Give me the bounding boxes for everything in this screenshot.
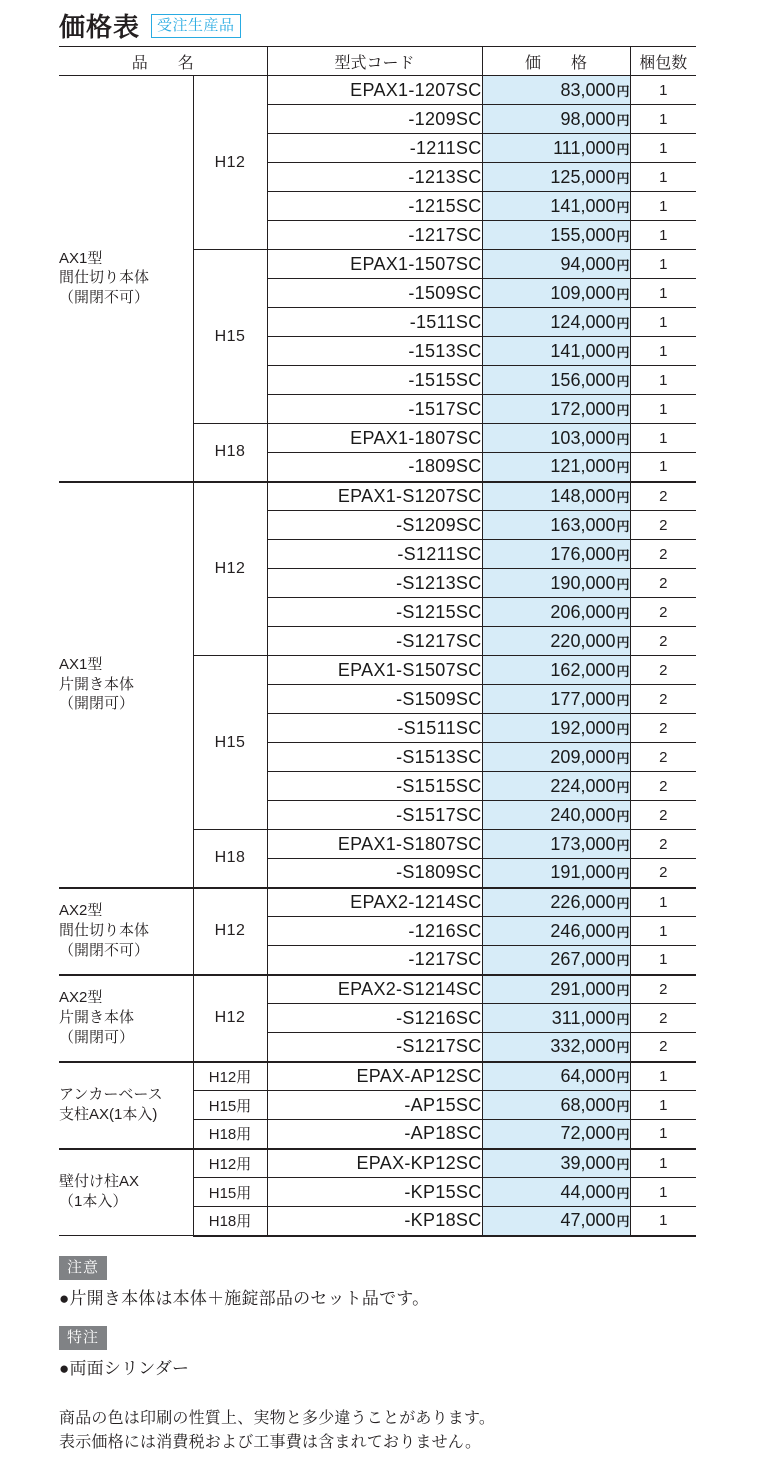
pack-qty-cell: 1: [630, 308, 696, 337]
price-cell: 246,000円: [482, 917, 630, 946]
pack-qty-cell: 1: [630, 395, 696, 424]
yen-symbol: 円: [616, 837, 630, 853]
yen-symbol: 円: [616, 1069, 630, 1085]
yen-symbol: 円: [616, 83, 630, 99]
yen-symbol: 円: [616, 228, 630, 244]
price-cell: 155,000円: [482, 221, 630, 250]
price-cell: 44,000円: [482, 1178, 630, 1207]
price-cell: 83,000円: [482, 76, 630, 105]
yen-symbol: 円: [616, 402, 630, 418]
pack-qty-cell: 1: [630, 453, 696, 482]
yen-symbol: 円: [616, 199, 630, 215]
height-cell: H12: [193, 482, 267, 656]
yen-symbol: 円: [616, 1214, 630, 1230]
product-name-line: 間仕切り本体: [59, 269, 150, 287]
yen-symbol: 円: [616, 1098, 630, 1114]
model-code-cell: -1217SC: [267, 946, 482, 975]
model-code-cell: -S1517SC: [267, 801, 482, 830]
price-cell: 176,000円: [482, 540, 630, 569]
yen-symbol: 円: [616, 982, 630, 998]
pack-qty-cell: 1: [630, 1062, 696, 1091]
yen-symbol: 円: [616, 286, 630, 302]
column-header-pack: 梱包数: [630, 47, 696, 76]
pack-qty-cell: 1: [630, 76, 696, 105]
price-cell: 103,000円: [482, 424, 630, 453]
model-code-cell: -S1209SC: [267, 511, 482, 540]
price-cell: 124,000円: [482, 308, 630, 337]
model-code-cell: -1213SC: [267, 163, 482, 192]
model-code-cell: -1216SC: [267, 917, 482, 946]
pack-qty-cell: 1: [630, 1120, 696, 1149]
price-cell: 111,000円: [482, 134, 630, 163]
price-cell: 141,000円: [482, 337, 630, 366]
model-code-cell: -S1217SC: [267, 627, 482, 656]
height-cell: H12用: [193, 1062, 267, 1091]
model-code-cell: -1209SC: [267, 105, 482, 134]
fine-print-line-1: 商品の色は印刷の性質上、実物と多少違うことがあります。: [59, 1410, 496, 1428]
price-cell: 109,000円: [482, 279, 630, 308]
pack-qty-cell: 2: [630, 1004, 696, 1033]
table-row: [59, 76, 696, 105]
model-code-cell: -1217SC: [267, 221, 482, 250]
yen-symbol: 円: [616, 489, 630, 505]
yen-symbol: 円: [616, 518, 630, 534]
product-name-line: アンカーベース: [59, 1086, 163, 1104]
pack-qty-cell: 1: [630, 250, 696, 279]
yen-symbol: 円: [616, 431, 630, 447]
height-cell: H18: [193, 830, 267, 888]
model-code-cell: -S1217SC: [267, 1033, 482, 1062]
price-cell: 64,000円: [482, 1062, 630, 1091]
price-cell: 125,000円: [482, 163, 630, 192]
pack-qty-cell: 1: [630, 279, 696, 308]
model-code-cell: -AP18SC: [267, 1120, 482, 1149]
pack-qty-cell: 1: [630, 424, 696, 453]
yen-symbol: 円: [616, 315, 630, 331]
price-cell: 47,000円: [482, 1207, 630, 1236]
yen-symbol: 円: [616, 344, 630, 360]
pack-qty-cell: 2: [630, 569, 696, 598]
product-name-line: （1本入）: [59, 1193, 128, 1211]
model-code-cell: -S1509SC: [267, 685, 482, 714]
price-cell: 224,000円: [482, 772, 630, 801]
price-cell: 148,000円: [482, 482, 630, 511]
page-title: 価格表: [59, 12, 141, 42]
model-code-cell: EPAX2-1214SC: [267, 888, 482, 917]
price-cell: 220,000円: [482, 627, 630, 656]
page-header: [0, 0, 758, 46]
model-code-cell: EPAX1-1507SC: [267, 250, 482, 279]
price-cell: 94,000円: [482, 250, 630, 279]
price-cell: 190,000円: [482, 569, 630, 598]
model-code-cell: -S1515SC: [267, 772, 482, 801]
pack-qty-cell: 2: [630, 511, 696, 540]
yen-symbol: 円: [616, 576, 630, 592]
table-header-row: [59, 47, 696, 76]
model-code-cell: -S1511SC: [267, 714, 482, 743]
height-cell: H15用: [193, 1178, 267, 1207]
yen-symbol: 円: [616, 721, 630, 737]
pack-qty-cell: 2: [630, 598, 696, 627]
model-code-cell: EPAX1-1207SC: [267, 76, 482, 105]
pack-qty-cell: 1: [630, 105, 696, 134]
pack-qty-cell: 2: [630, 975, 696, 1004]
height-cell: H15用: [193, 1091, 267, 1120]
price-cell: 332,000円: [482, 1033, 630, 1062]
product-name-cell: [59, 76, 193, 482]
price-cell: 267,000円: [482, 946, 630, 975]
pack-qty-cell: 2: [630, 540, 696, 569]
model-code-cell: EPAX1-S1507SC: [267, 656, 482, 685]
product-name-line: （開閉可）: [59, 695, 135, 713]
price-cell: 68,000円: [482, 1091, 630, 1120]
column-header-name: 品 名: [59, 47, 267, 76]
model-code-cell: EPAX1-1807SC: [267, 424, 482, 453]
price-cell: 173,000円: [482, 830, 630, 859]
height-cell: H18: [193, 424, 267, 482]
model-code-cell: -1509SC: [267, 279, 482, 308]
model-code-cell: -1809SC: [267, 453, 482, 482]
model-code-cell: -1511SC: [267, 308, 482, 337]
yen-symbol: 円: [616, 460, 630, 476]
pack-qty-cell: 2: [630, 685, 696, 714]
pack-qty-cell: 1: [630, 337, 696, 366]
yen-symbol: 円: [616, 663, 630, 679]
model-code-cell: -S1809SC: [267, 859, 482, 888]
price-cell: 191,000円: [482, 859, 630, 888]
pack-qty-cell: 2: [630, 656, 696, 685]
pack-qty-cell: 2: [630, 714, 696, 743]
yen-symbol: 円: [616, 1127, 630, 1143]
product-name-cell: [59, 975, 193, 1062]
pack-qty-cell: 2: [630, 801, 696, 830]
yen-symbol: 円: [616, 1040, 630, 1056]
product-name-line: 間仕切り本体: [59, 922, 150, 940]
product-name-line: （開閉可）: [59, 1028, 135, 1046]
model-code-cell: EPAX2-S1214SC: [267, 975, 482, 1004]
price-cell: 240,000円: [482, 801, 630, 830]
price-cell: 172,000円: [482, 395, 630, 424]
yen-symbol: 円: [616, 1185, 630, 1201]
model-code-cell: -1215SC: [267, 192, 482, 221]
product-name-cell: [59, 1149, 193, 1236]
special-order-tag: 特注: [59, 1326, 107, 1350]
price-cell: 98,000円: [482, 105, 630, 134]
price-cell: 121,000円: [482, 453, 630, 482]
product-name-line: （開閉不可）: [59, 941, 150, 959]
yen-symbol: 円: [616, 170, 630, 186]
table-body: [59, 76, 696, 1236]
yen-symbol: 円: [616, 953, 630, 969]
model-code-cell: -S1211SC: [267, 540, 482, 569]
pack-qty-cell: 2: [630, 743, 696, 772]
price-cell: 311,000円: [482, 1004, 630, 1033]
model-code-cell: -KP15SC: [267, 1178, 482, 1207]
price-cell: 206,000円: [482, 598, 630, 627]
caution-tag: 注意: [59, 1256, 107, 1280]
yen-symbol: 円: [616, 692, 630, 708]
product-name-line: 支柱AX(1本入): [59, 1106, 158, 1123]
product-name-cell: [59, 1062, 193, 1149]
table-header: [59, 47, 696, 76]
column-header-price: 価 格: [482, 47, 630, 76]
model-code-cell: -S1215SC: [267, 598, 482, 627]
product-name-line: 片開き本体: [59, 675, 135, 693]
yen-symbol: 円: [616, 924, 630, 940]
model-code-cell: EPAX1-S1807SC: [267, 830, 482, 859]
yen-symbol: 円: [616, 547, 630, 563]
yen-symbol: 円: [616, 750, 630, 766]
pack-qty-cell: 1: [630, 1207, 696, 1236]
product-name-line: AX2型: [59, 902, 103, 920]
model-code-cell: -S1213SC: [267, 569, 482, 598]
caution-text: ●片開き本体は本体＋施錠部品のセット品です。: [59, 1288, 430, 1308]
yen-symbol: 円: [616, 779, 630, 795]
pack-qty-cell: 2: [630, 830, 696, 859]
yen-symbol: 円: [616, 1011, 630, 1027]
pack-qty-cell: 1: [630, 192, 696, 221]
yen-symbol: 円: [616, 634, 630, 650]
model-code-cell: -1517SC: [267, 395, 482, 424]
pack-qty-cell: 1: [630, 134, 696, 163]
price-cell: 192,000円: [482, 714, 630, 743]
price-cell: 39,000円: [482, 1149, 630, 1178]
yen-symbol: 円: [616, 257, 630, 273]
pack-qty-cell: 2: [630, 772, 696, 801]
price-cell: 163,000円: [482, 511, 630, 540]
pack-qty-cell: 1: [630, 1178, 696, 1207]
price-cell: 291,000円: [482, 975, 630, 1004]
model-code-cell: -S1216SC: [267, 1004, 482, 1033]
product-name-line: AX2型: [59, 989, 103, 1007]
price-cell: 141,000円: [482, 192, 630, 221]
pack-qty-cell: 2: [630, 482, 696, 511]
pack-qty-cell: 2: [630, 1033, 696, 1062]
product-name-cell: [59, 482, 193, 888]
price-table: [59, 46, 696, 1237]
height-cell: H15: [193, 250, 267, 424]
notes-section: [59, 1256, 699, 1454]
pack-qty-cell: 1: [630, 917, 696, 946]
pack-qty-cell: 1: [630, 366, 696, 395]
yen-symbol: 円: [616, 866, 630, 882]
pack-qty-cell: 1: [630, 888, 696, 917]
height-cell: H18用: [193, 1120, 267, 1149]
pack-qty-cell: 2: [630, 859, 696, 888]
yen-symbol: 円: [616, 1156, 630, 1172]
product-name-cell: [59, 888, 193, 975]
pack-qty-cell: 1: [630, 163, 696, 192]
price-cell: 162,000円: [482, 656, 630, 685]
height-cell: H18用: [193, 1207, 267, 1236]
product-name-line: 片開き本体: [59, 1009, 135, 1027]
height-cell: H12: [193, 975, 267, 1062]
yen-symbol: 円: [616, 895, 630, 911]
yen-symbol: 円: [616, 808, 630, 824]
special-order-text: ●両面シリンダー: [59, 1359, 190, 1379]
table-row: [59, 888, 696, 917]
price-cell: 209,000円: [482, 743, 630, 772]
price-cell: 156,000円: [482, 366, 630, 395]
made-to-order-badge: 受注生産品: [151, 14, 241, 38]
pack-qty-cell: 1: [630, 946, 696, 975]
model-code-cell: EPAX-KP12SC: [267, 1149, 482, 1178]
height-cell: H15: [193, 656, 267, 830]
yen-symbol: 円: [616, 373, 630, 389]
height-cell: H12用: [193, 1149, 267, 1178]
model-code-cell: -1211SC: [267, 134, 482, 163]
model-code-cell: -S1513SC: [267, 743, 482, 772]
pack-qty-cell: 1: [630, 1149, 696, 1178]
height-cell: H12: [193, 888, 267, 975]
table-row: [59, 975, 696, 1004]
price-cell: 226,000円: [482, 888, 630, 917]
model-code-cell: EPAX-AP12SC: [267, 1062, 482, 1091]
column-header-code: 型式コード: [267, 47, 482, 76]
table-row: [59, 482, 696, 511]
price-cell: 177,000円: [482, 685, 630, 714]
yen-symbol: 円: [616, 141, 630, 157]
pack-qty-cell: 2: [630, 627, 696, 656]
product-name-line: AX1型: [59, 249, 103, 267]
fine-print-line-2: 表示価格には消費税および工事費は含まれておりません。: [59, 1433, 482, 1451]
product-name-line: （開閉不可）: [59, 289, 150, 307]
product-name-line: 壁付け柱AX: [59, 1173, 140, 1191]
model-code-cell: -KP18SC: [267, 1207, 482, 1236]
yen-symbol: 円: [616, 112, 630, 128]
pack-qty-cell: 1: [630, 1091, 696, 1120]
model-code-cell: -1515SC: [267, 366, 482, 395]
height-cell: H12: [193, 76, 267, 250]
model-code-cell: -1513SC: [267, 337, 482, 366]
model-code-cell: -AP15SC: [267, 1091, 482, 1120]
table-row: [59, 1062, 696, 1091]
price-cell: 72,000円: [482, 1120, 630, 1149]
product-name-line: AX1型: [59, 655, 103, 673]
model-code-cell: EPAX1-S1207SC: [267, 482, 482, 511]
pack-qty-cell: 1: [630, 221, 696, 250]
table-row: [59, 1149, 696, 1178]
yen-symbol: 円: [616, 605, 630, 621]
